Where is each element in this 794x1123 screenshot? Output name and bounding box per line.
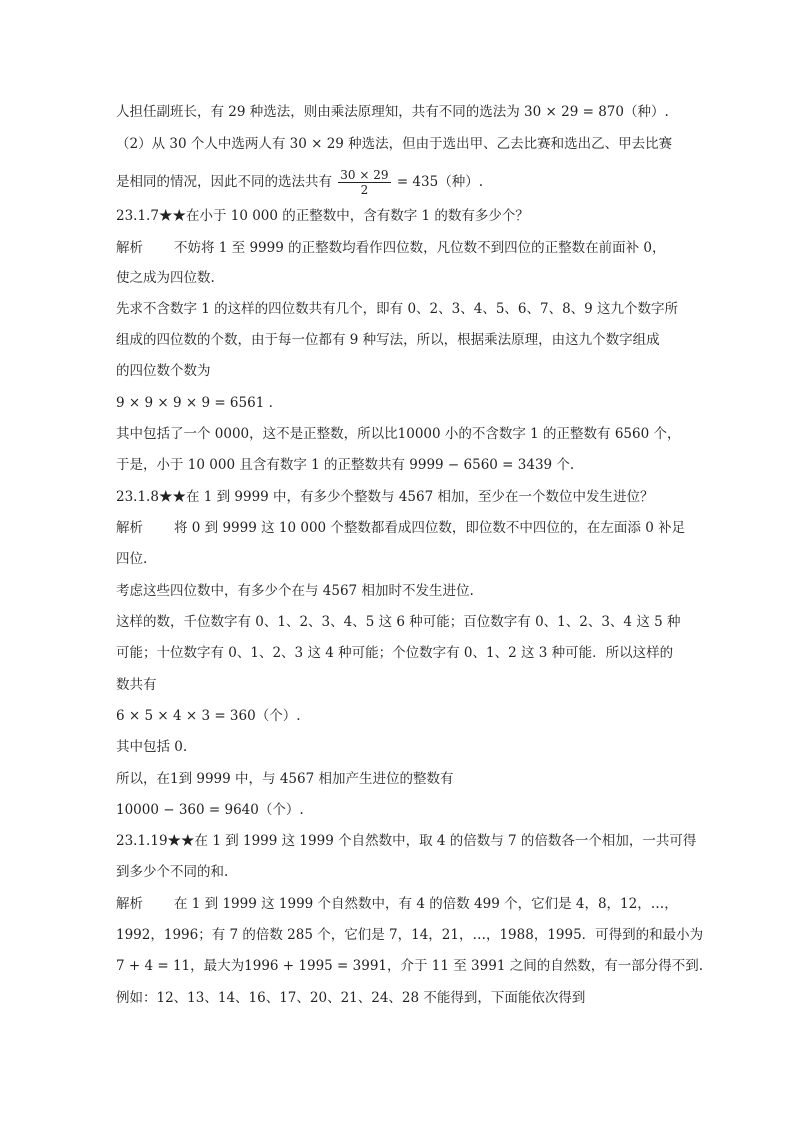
text-line: 例如：12、13、14、16、17、20、21、24、28 不能得到，下面能依次得到 bbox=[116, 990, 586, 1006]
text-line: 于是，小于 10 000 且含有数字 1 的正整数共有 9999 − 6560 = 3439 个. bbox=[116, 457, 575, 473]
text-segment: 是相同的情况，因此不同的选法共有 bbox=[116, 174, 332, 190]
text-segment: 在 1 到 1999 这 1999 个自然数中，有 4 的倍数 499 个，它们是 4，8，12，…， bbox=[174, 896, 678, 912]
text-line: 人担任副班长，有 29 种选法，则由乘法原理知，共有不同的选法为 30 × 29 = 870（种）. bbox=[116, 104, 669, 120]
text-line bbox=[116, 894, 678, 914]
text-line bbox=[116, 518, 685, 538]
fraction bbox=[338, 168, 390, 197]
text-line: 可能；十位数字有 0、1、2、3 这 4 种可能；个位数字有 0、1、2 这 3 种可能．所以这样的 bbox=[116, 645, 674, 661]
text-line: 7 + 4 = 11，最大为1996 + 1995 = 3991，介于 11 至 3991 之间的自然数，有一部分得不到. bbox=[116, 958, 703, 974]
analysis-label: 解析 bbox=[116, 520, 143, 536]
text-line: 组成的四位数的个数，由于每一位都有 9 种写法，所以，根据乘法原理，由这九个数字组成 bbox=[116, 332, 660, 348]
text-line: 到多少个不同的和. bbox=[116, 864, 229, 880]
problem-heading: 23.1.8★★在 1 到 9999 中，有多少个整数与 4567 相加，至少在一个数位中发生进位？ bbox=[116, 489, 654, 505]
text-segment: = 435（种）. bbox=[396, 174, 483, 190]
text-line-with-fraction bbox=[116, 168, 483, 197]
text-line: 四位. bbox=[116, 551, 148, 567]
formula-line: 9 × 9 × 9 × 9 = 6561 . bbox=[116, 395, 273, 411]
text-line: 的四位数个数为 bbox=[116, 363, 211, 379]
text-line: （2）从 30 个人中选两人有 30 × 29 种选法，但由于选出甲、乙去比赛和选出乙、甲去比赛 bbox=[116, 136, 673, 152]
fraction-denominator: 2 bbox=[360, 183, 369, 197]
text-line bbox=[116, 238, 666, 258]
text-line: 这样的数，千位数字有 0、1、2、3、4、5 这 6 种可能；百位数字有 0、1、2、3、4 这 5 种 bbox=[116, 614, 681, 630]
analysis-label: 解析 bbox=[116, 240, 143, 256]
problem-heading: 23.1.7★★在小于 10 000 的正整数中，含有数字 1 的数有多少个？ bbox=[116, 208, 529, 224]
text-segment: 将 0 到 9999 这 10 000 个整数都看成四位数，即位数不中四位的，在左面添 0 补足 bbox=[174, 520, 686, 536]
text-line: 先求不含数字 1 的这样的四位数共有几个，即有 0、2、3、4、5、6、7、8、9 这九个数字所 bbox=[116, 301, 679, 317]
formula-line: 6 × 5 × 4 × 3 = 360（个）. bbox=[116, 708, 301, 724]
text-line: 数共有 bbox=[116, 677, 157, 693]
analysis-label: 解析 bbox=[116, 896, 143, 912]
text-segment: 不妨将 1 至 9999 的正整数均看作四位数，凡位数不到四位的正整数在前面补 0， bbox=[174, 240, 666, 256]
text-line: 1992，1996；有 7 的倍数 285 个，它们是 7，14，21，…，1988，1995．可得到的和最小为 bbox=[116, 927, 704, 943]
text-line: 所以，在1到 9999 中，与 4567 相加产生进位的整数有 bbox=[116, 771, 454, 787]
text-line: 其中包括了一个 0000，这不是正整数，所以比10000 小的不含数字 1 的正整数有 6560 个， bbox=[116, 426, 681, 442]
formula-line: 10000 − 360 = 9640（个）. bbox=[116, 802, 304, 818]
text-line: 使之成为四位数. bbox=[116, 270, 215, 286]
text-line: 其中包括 0. bbox=[116, 739, 188, 755]
fraction-numerator: 30 × 29 bbox=[340, 168, 389, 182]
text-line: 考虑这些四位数中，有多少个在与 4567 相加时不发生进位. bbox=[116, 583, 474, 599]
problem-heading: 23.1.19★★在 1 到 1999 这 1999 个自然数中，取 4 的倍数与 7 的倍数各一个相加，一共可得 bbox=[116, 833, 697, 849]
